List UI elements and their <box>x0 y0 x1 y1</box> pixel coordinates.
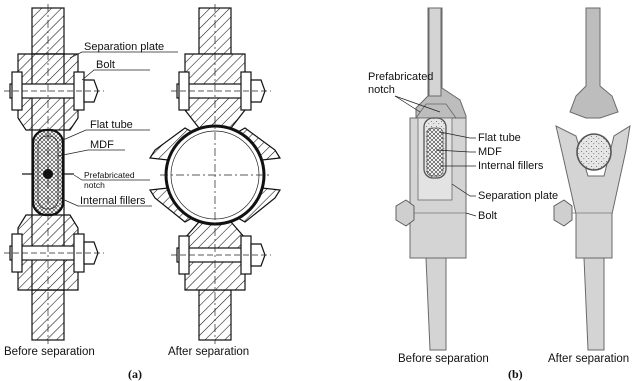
label-prefab-notch-b-1: Prefabricated <box>368 71 434 83</box>
label-flat-tube-b: Flat tube <box>478 132 521 144</box>
caption-a-after: After separation <box>168 346 250 358</box>
label-prefab-notch-a-1: Prefabricated <box>84 170 135 180</box>
label-bolt-a: Bolt <box>96 59 115 71</box>
label-prefab-notch-a-2: notch <box>84 180 105 190</box>
label-internal-fillers-b: Internal fillers <box>478 160 544 172</box>
panel-b-label: (b) <box>508 367 523 381</box>
mdf-b <box>427 128 443 176</box>
panel-b-after-drawing <box>554 8 630 350</box>
bolt-b <box>396 200 414 226</box>
label-bolt-b: Bolt <box>478 210 497 222</box>
label-separation-plate-b: Separation plate <box>478 190 559 202</box>
label-internal-fillers-a: Internal fillers <box>80 195 146 207</box>
panel-a-label: (a) <box>128 367 142 381</box>
label-prefab-notch-b-2: notch <box>368 84 395 96</box>
panel-b-before-drawing <box>396 8 466 350</box>
label-separation-plate-a: Separation plate <box>84 41 165 53</box>
label-flat-tube-a: Flat tube <box>90 119 133 131</box>
caption-b-after: After separation <box>548 353 630 365</box>
caption-a-before: Before separation <box>4 346 95 358</box>
expanded-tube-b <box>577 134 611 170</box>
label-mdf-a: MDF <box>90 139 114 151</box>
caption-b-before: Before separation <box>398 353 489 365</box>
label-mdf-b: MDF <box>478 146 502 158</box>
panel-a-after-drawing <box>150 4 280 344</box>
